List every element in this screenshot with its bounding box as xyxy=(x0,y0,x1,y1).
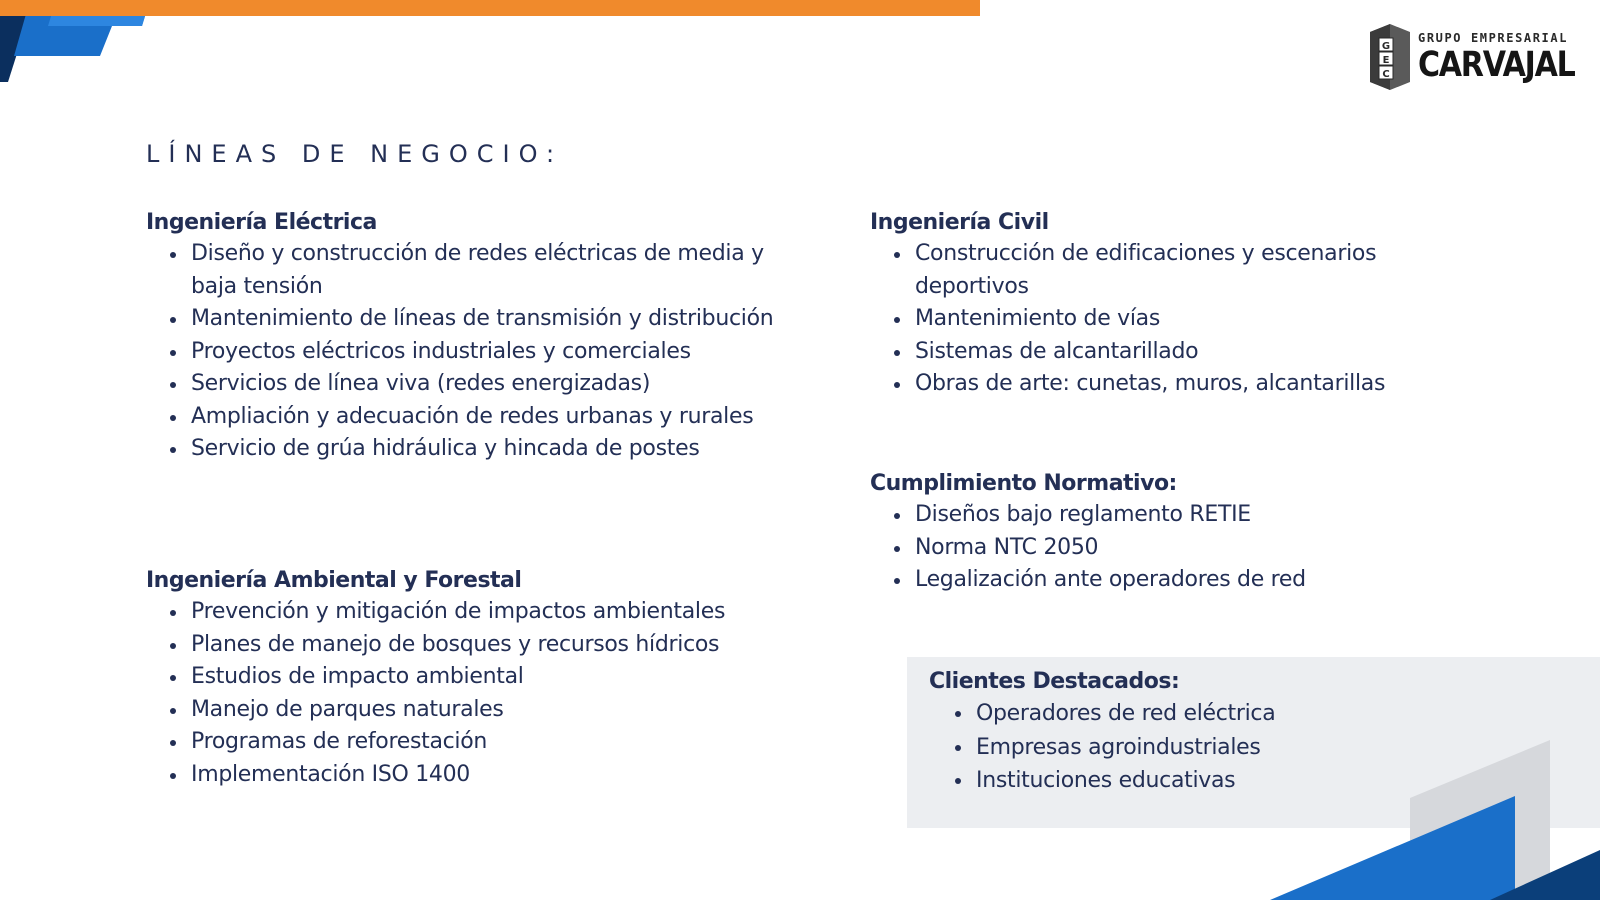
logo-mark-icon xyxy=(1370,24,1410,90)
list-item: Servicio de grúa hidráulica y hincada de postes xyxy=(168,433,806,466)
logo-small-text: GRUPO EMPRESARIAL xyxy=(1418,31,1569,45)
list-item: Operadores de red eléctrica xyxy=(953,697,1600,731)
list-item: Ampliación y adecuación de redes urbanas y rurales xyxy=(168,401,806,434)
section-ingenieria-electrica xyxy=(146,208,806,466)
list-item: Prevención y mitigación de impactos ambientales xyxy=(168,596,836,629)
list-item: Legalización ante operadores de red xyxy=(892,564,1470,597)
list-item: Sistemas de alcantarillado xyxy=(892,336,1490,369)
list-item: Obras de arte: cunetas, muros, alcantarillas xyxy=(892,368,1490,401)
bullet-list xyxy=(168,238,806,466)
bullet-list xyxy=(168,596,836,791)
list-item: Manejo de parques naturales xyxy=(168,694,836,727)
list-item: Diseño y construcción de redes eléctricas de media y baja tensión xyxy=(168,238,806,303)
list-item: Mantenimiento de líneas de transmisión y distribución xyxy=(168,303,806,336)
top-orange-bar xyxy=(0,0,980,16)
list-item: Empresas agroindustriales xyxy=(953,731,1600,765)
section-title: Ingeniería Civil xyxy=(870,210,1049,235)
section-ingenieria-civil xyxy=(870,208,1490,401)
section-cumplimiento-normativo xyxy=(870,469,1470,597)
section-title: Ingeniería Eléctrica xyxy=(146,210,377,235)
logo-letter-e: E xyxy=(1382,55,1390,66)
logo-letter-g: G xyxy=(1381,41,1391,52)
list-item: Implementación ISO 1400 xyxy=(168,759,836,792)
list-item: Proyectos eléctricos industriales y comerciales xyxy=(168,336,806,369)
list-item: Mantenimiento de vías xyxy=(892,303,1490,336)
section-ingenieria-ambiental xyxy=(146,566,836,791)
list-item: Programas de reforestación xyxy=(168,726,836,759)
bottom-right-decoration xyxy=(1240,740,1600,900)
logo-big-text: CARVAJAL xyxy=(1418,45,1575,85)
list-item: Instituciones educativas xyxy=(953,764,1600,798)
list-item: Planes de manejo de bosques y recursos hídricos xyxy=(168,629,836,662)
list-item: Estudios de impacto ambiental xyxy=(168,661,836,694)
page-title: LÍNEAS DE NEGOCIO: xyxy=(146,140,564,168)
list-item: Diseños bajo reglamento RETIE xyxy=(892,499,1470,532)
section-title: Clientes Destacados: xyxy=(929,669,1180,694)
list-item: Construcción de edificaciones y escenarios deportivos xyxy=(892,238,1490,303)
bullet-list xyxy=(892,499,1470,597)
list-item: Norma NTC 2050 xyxy=(892,532,1470,565)
section-title: Ingeniería Ambiental y Forestal xyxy=(146,568,522,593)
section-title: Cumplimiento Normativo: xyxy=(870,471,1177,496)
list-item: Servicios de línea viva (redes energizadas) xyxy=(168,368,806,401)
bullet-list xyxy=(892,238,1490,401)
logo-letter-c: C xyxy=(1382,69,1390,80)
company-logo xyxy=(1370,24,1600,90)
